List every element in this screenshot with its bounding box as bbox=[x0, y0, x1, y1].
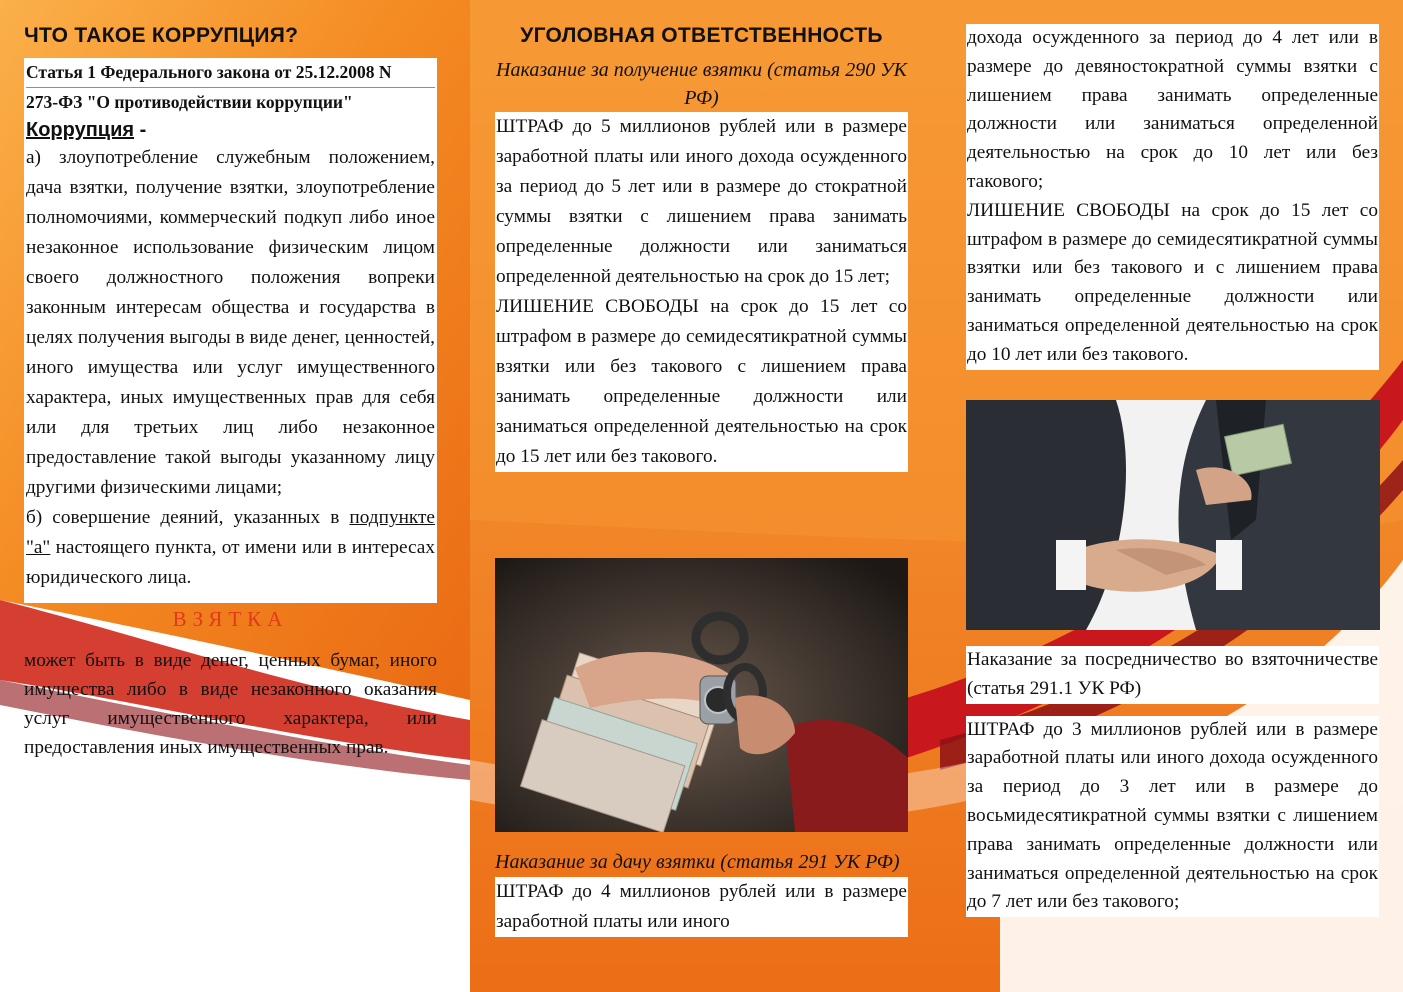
fine-article-290 bbox=[495, 112, 908, 292]
fine-article-291-1 bbox=[966, 716, 1379, 918]
law-line-1: Статья 1 Федерального закона от 25.12.2008 N bbox=[26, 58, 435, 88]
prison-article-291-text: на срок до 15 лет со штрафом в размере до семидесятикратной суммы взятки или без такового и с лишением права занимать определенные должности или заниматься определенной деятельностью на срок до 10 лет или без такового. bbox=[967, 199, 1378, 365]
prison-label: ЛИШЕНИЕ СВОБОДЫ bbox=[496, 296, 699, 317]
right-lower bbox=[966, 646, 1379, 917]
fine-label: ШТРАФ bbox=[496, 881, 564, 902]
handshake-bribe-photo bbox=[966, 400, 1380, 630]
definition-item-b bbox=[26, 503, 435, 593]
fine-label: ШТРАФ bbox=[496, 116, 564, 137]
prison-article-290 bbox=[495, 292, 908, 472]
term-corruption: Коррупция bbox=[26, 119, 135, 141]
handshake-image bbox=[966, 400, 1380, 630]
bribe-title: ВЗЯТКА bbox=[172, 607, 289, 631]
fine-article-291-1-text: до 3 миллионов рублей или в размере заработной платы или иного дохода осужденного за период до 3 лет или в размере до восьмидесятикратной суммы взятки с лишением права занимать определенные должности или заниматься определенной деятельностью на срок до 7 лет или без такового; bbox=[967, 718, 1378, 913]
law-reference bbox=[24, 58, 437, 117]
left-heading: ЧТО ТАКОЕ КОРРУПЦИЯ? bbox=[24, 24, 299, 47]
law-line-2: 273-ФЗ "О противодействии коррупции" bbox=[26, 92, 353, 112]
prison-label: ЛИШЕНИЕ СВОБОДЫ bbox=[967, 199, 1170, 221]
prison-article-290-text: на срок до 15 лет со штрафом в размере до семидесятикратной суммы взятки или без такового с лишением права занимать определенные должности или заниматься определенной деятельностью на срок до 15 лет или без такового. bbox=[496, 296, 907, 467]
handcuffs-money-photo bbox=[495, 558, 908, 832]
term-line bbox=[26, 117, 435, 143]
right-column bbox=[966, 24, 1379, 370]
fine-article-291 bbox=[495, 877, 908, 937]
term-dash: - bbox=[134, 119, 147, 141]
middle-lower bbox=[495, 848, 908, 937]
handcuffs-money-image bbox=[495, 558, 908, 832]
bribe-description: может быть в виде денег, ценных бумаг, иного имущества либо в виде незаконного оказания услуг имущественного характера, или предоставления иных имущественных прав. bbox=[24, 650, 437, 758]
fine-label: ШТРАФ bbox=[967, 718, 1035, 740]
definition-block bbox=[24, 117, 437, 603]
fine-article-290-text: до 5 миллионов рублей или в размере заработной платы или иного дохода осужденного за период до 5 лет или в размере до стократной суммы взятки с лишением права занимать определенные должности или заниматься определенной деятельностью на срок до 15 лет; bbox=[496, 116, 907, 287]
definition-item-a: а) злоупотребление служебным положением, дача взятки, получение взятки, злоупотребление полномочиями, коммерческий подкуп либо иное незаконное использование физическим лицом своего должностного положения вопреки законным интересам общества и государства в целях получения выгоды в виде денег, ценностей, иного имущества или услуг имущественного характера, иных имущественных прав для себя или для третьих лиц либо незаконное предоставление такой выгоды указанному лицу другими физическими лицами; bbox=[26, 147, 436, 498]
fine-article-291-text: до 4 миллионов рублей или в размере заработной платы или иного bbox=[496, 881, 907, 932]
prison-article-291 bbox=[966, 197, 1379, 370]
subheading-article-291-1: Наказание за посредничество во взяточничестве (статья 291.1 УК РФ) bbox=[966, 646, 1379, 704]
item-b-start: б) совершение деяний, указанных в bbox=[26, 507, 350, 528]
fine-article-291-continued: дохода осужденного за период до 4 лет или в размере до девяностократной суммы взятки с лишением права занимать определенные должности или заниматься определенной деятельностью на срок до 10 лет или без такового; bbox=[966, 24, 1379, 197]
subheading-article-290: Наказание за получение взятки (статья 290 УК РФ) bbox=[496, 59, 907, 109]
left-column bbox=[24, 24, 437, 762]
subparagraph-a-link[interactable]: подпункте "а" bbox=[26, 507, 435, 558]
middle-heading: УГОЛОВНАЯ ОТВЕТСТВЕННОСТЬ bbox=[520, 24, 883, 47]
middle-column bbox=[495, 24, 908, 472]
item-b-end: настоящего пункта, от имени или в интересах юридического лица. bbox=[26, 537, 435, 588]
subheading-article-291: Наказание за дачу взятки (статья 291 УК РФ) bbox=[495, 851, 900, 873]
